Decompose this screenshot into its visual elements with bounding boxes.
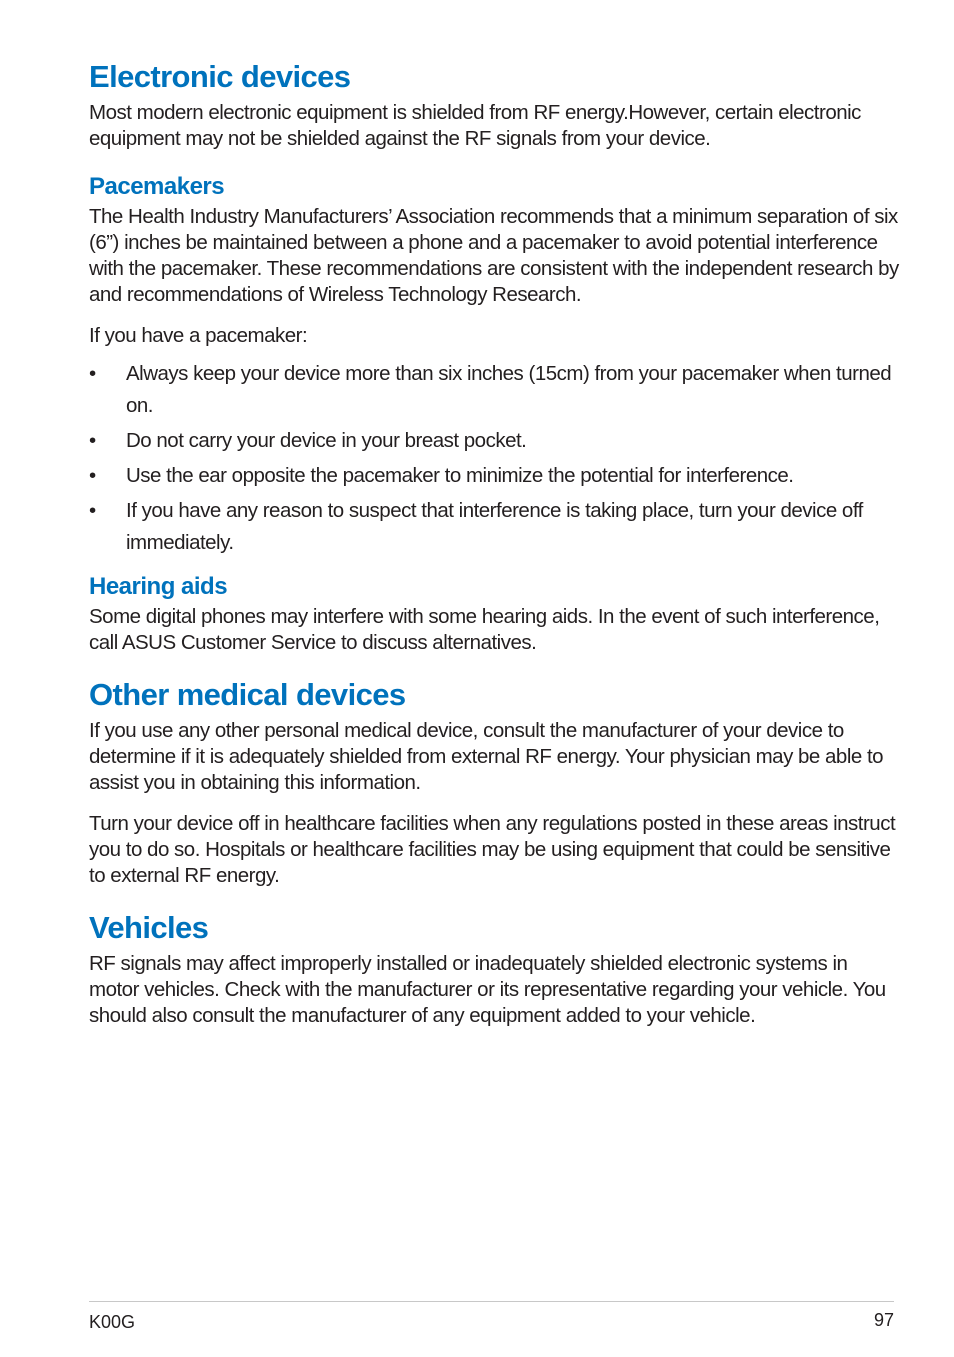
heading-hearing-aids: Hearing aids [89,573,228,600]
other-medical-body-2: Turn your device off in healthcare facilities when any regulations posted in these areas instruct you to do so. Hospitals or healthcare facilities may be using equipment that could be sensitive to external RF energy. [89,812,896,887]
pacemakers-intro: If you have a pacemaker: [89,324,308,347]
list-item: • Always keep your device more than six inches (15cm) from your pacemaker when turned on. [89,358,899,422]
list-item: • Use the ear opposite the pacemaker to minimize the potential for interference. [89,460,899,492]
heading-other-medical-devices: Other medical devices [89,677,406,712]
heading-pacemakers: Pacemakers [89,173,225,200]
page-number: 97 [873,1310,894,1330]
hearing-aids-body: Some digital phones may interfere with some hearing aids. In the event of such interference, call ASUS Customer Service to discuss alternatives. [89,605,880,654]
bullet-glyph: • [89,499,96,522]
bullet-glyph: • [89,362,96,385]
list-item: • Do not carry your device in your breast pocket. [89,425,899,457]
other-medical-body-1: If you use any other personal medical device, consult the manufacturer of your device to determine if it is adequately shielded from external RF energy. Your physician may be able to assist you in obtaining this information. [89,719,884,794]
page-content [89,58,899,1029]
pacemakers-body: The Health Industry Manufacturers’ Association recommends that a minimum separation of six (6”) inches be maintained between a phone and a pacemaker to avoid potential interference with the pacemaker. These recommendations are consistent with the independent research by and recommendations of Wireless Technology Research. [89,205,899,306]
footer-model: K00G [89,1312,136,1332]
footer-divider [89,1301,894,1302]
heading-electronic-devices: Electronic devices [89,59,351,94]
pacemaker-bullet-list [89,358,899,559]
heading-vehicles: Vehicles [89,910,209,945]
list-item: • If you have any reason to suspect that interference is taking place, turn your device off immediately. [89,495,899,559]
vehicles-body: RF signals may affect improperly installed or inadequately shielded electronic systems in motor vehicles. Check with the manufacturer or its representative regarding your vehicle. You should also consult the manufacturer of any equipment added to your vehicle. [89,952,886,1027]
bullet-glyph: • [89,429,96,452]
electronic-devices-body: Most modern electronic equipment is shielded from RF energy.However, certain electronic equipment may not be shielded against the RF signals from your device. [89,101,861,150]
bullet-glyph: • [89,464,96,487]
